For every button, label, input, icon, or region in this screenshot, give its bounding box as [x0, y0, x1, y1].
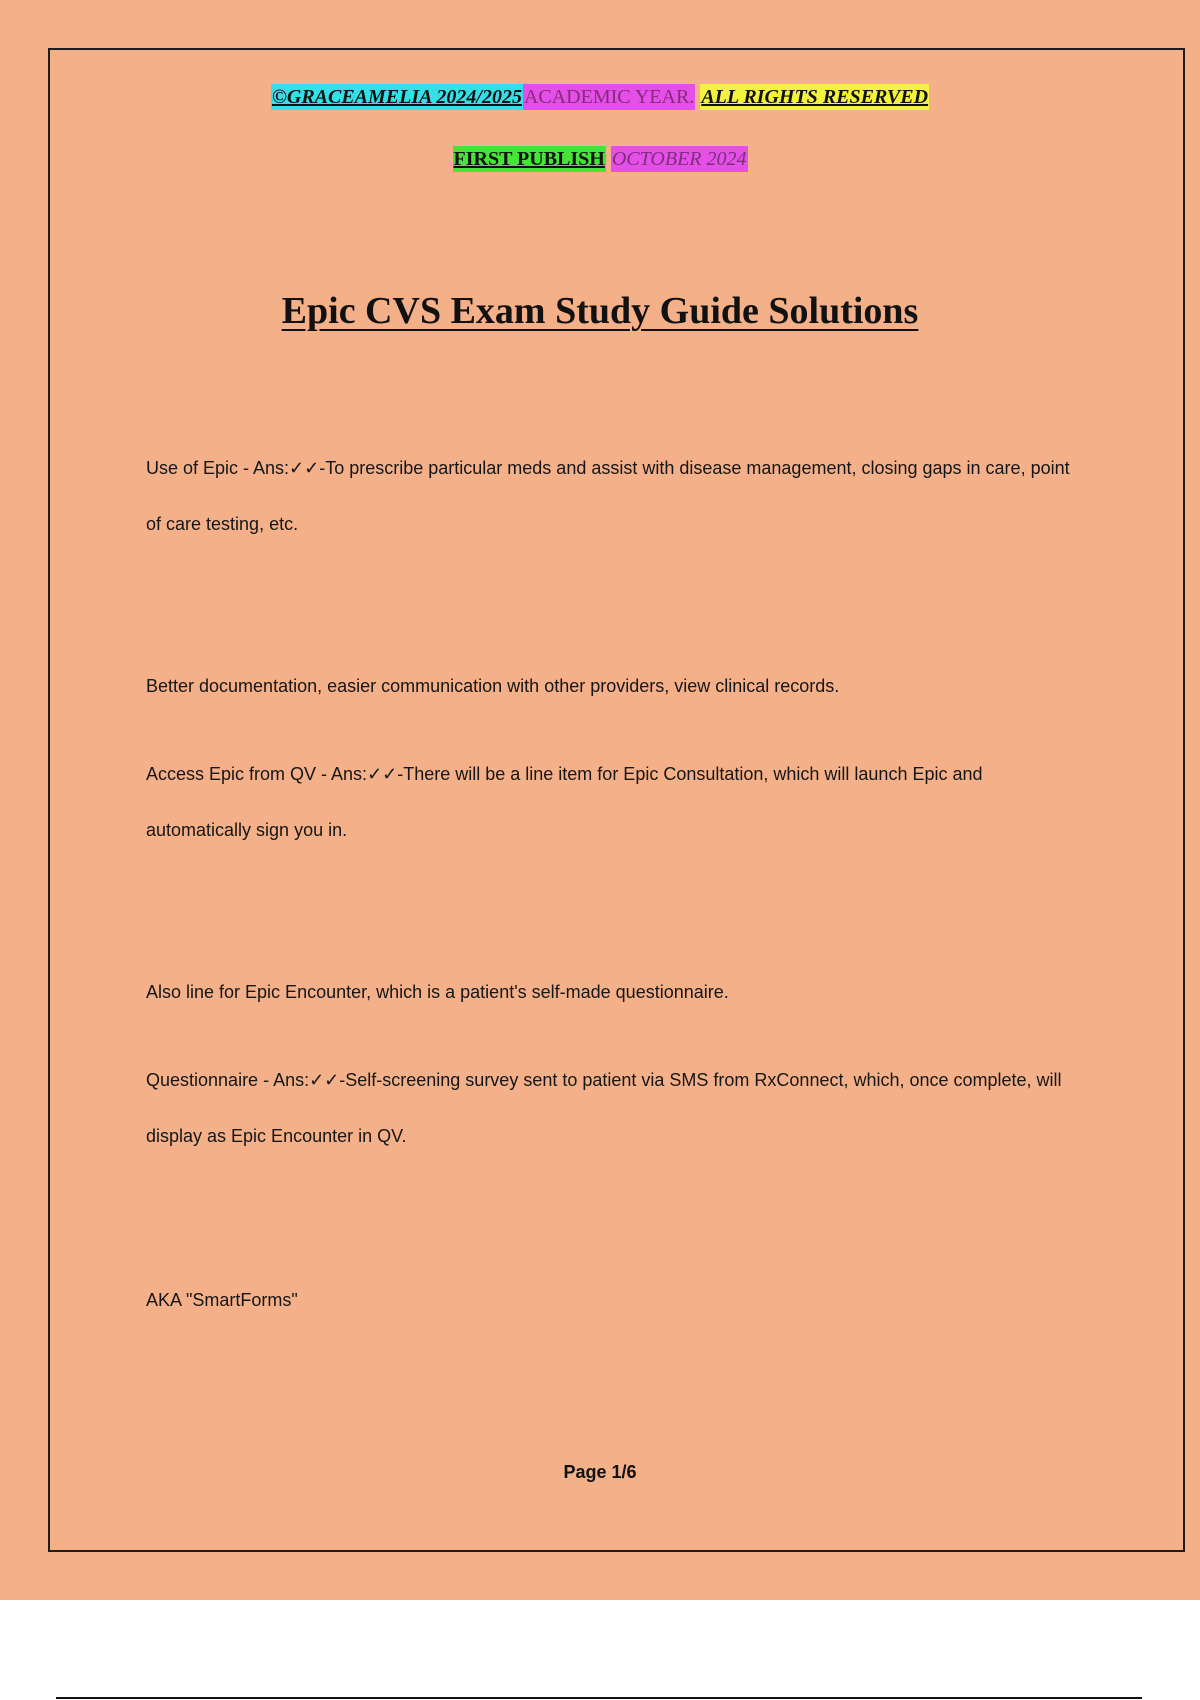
- header-publish-line: [0, 146, 1200, 172]
- paragraph-smartforms: AKA "SmartForms": [146, 1290, 298, 1310]
- paragraph-access-epic: Access Epic from QV - Ans:✓✓-There will be a line item for Epic Consultation, which will launch Epic and automatically sign you in.: [146, 764, 983, 840]
- document-title: [0, 288, 1200, 334]
- bottom-divider: [56, 1697, 1142, 1699]
- publish-date-badge: OCTOBER 2024: [611, 148, 747, 170]
- first-publish-badge: FIRST PUBLISH: [453, 148, 605, 170]
- paragraph-epic-encounter: Also line for Epic Encounter, which is a patient's self-made questionnaire.: [146, 982, 729, 1002]
- page-number: Page 1/6: [563, 1462, 637, 1482]
- academic-year-badge: ACADEMIC YEAR.: [523, 86, 695, 108]
- header-copyright-line: [0, 84, 1200, 110]
- copyright-badge: ©GRACEAMELIA 2024/2025: [271, 86, 522, 108]
- paragraph-better-documentation: Better documentation, easier communication with other providers, view clinical records.: [146, 676, 840, 696]
- document-title-text: Epic CVS Exam Study Guide Solutions: [281, 290, 919, 332]
- paragraph-use-of-epic: Use of Epic - Ans:✓✓-To prescribe particular meds and assist with disease management, closing gaps in care, point of care testing, etc.: [146, 458, 1070, 534]
- rights-reserved-badge: ALL RIGHTS RESERVED: [701, 86, 929, 108]
- paragraph-questionnaire: Questionnaire - Ans:✓✓-Self-screening survey sent to patient via SMS from RxConnect, which, once complete, will display as Epic Encounter in QV.: [146, 1070, 1062, 1146]
